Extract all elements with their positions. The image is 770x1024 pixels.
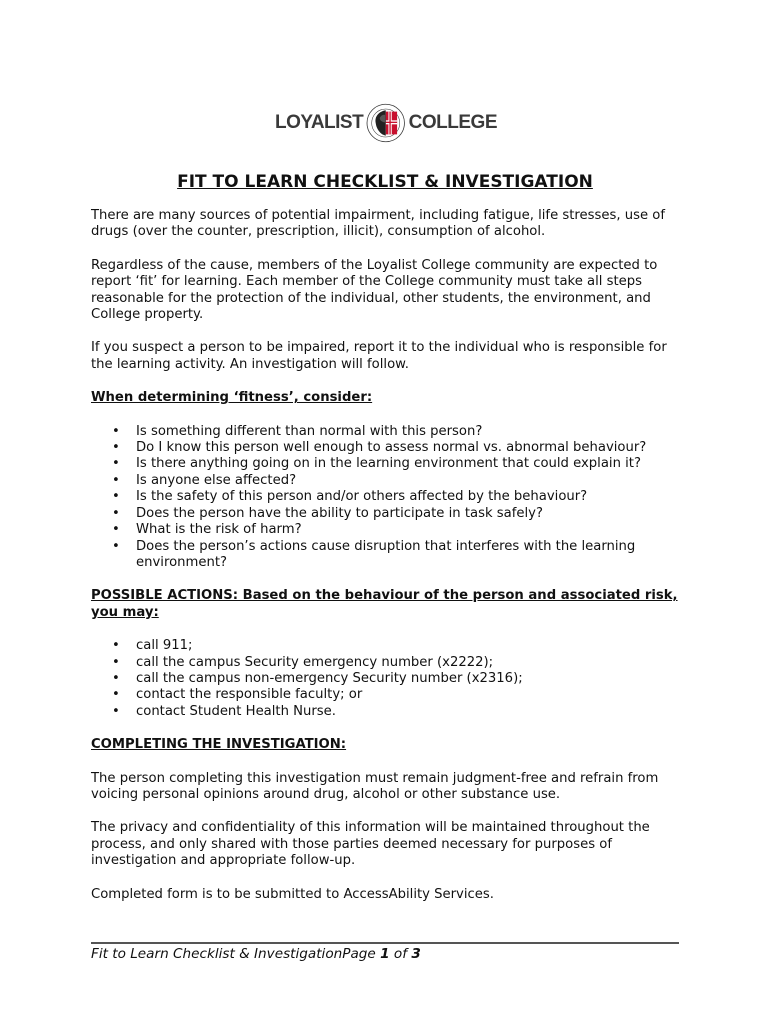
investigation-paragraph: Completed form is to be submitted to AccessAbility Services. bbox=[91, 886, 494, 902]
footer-page-word: Page bbox=[342, 946, 381, 962]
list-item bbox=[91, 489, 691, 505]
logo-left-word: LOYALIST bbox=[275, 112, 364, 133]
list-item-text: contact Student Health Nurse. bbox=[136, 703, 336, 719]
investigation-heading: COMPLETING THE INVESTIGATION: bbox=[91, 737, 347, 753]
list-item-text: Does the person have the ability to participate in task safely? bbox=[136, 505, 543, 521]
bullet-icon: • bbox=[112, 538, 120, 554]
footer-page-total: 3 bbox=[411, 946, 421, 962]
list-item bbox=[91, 539, 691, 572]
list-item-text: call the campus non-emergency Security number (x2316); bbox=[136, 670, 523, 686]
page-footer bbox=[91, 942, 679, 962]
bullet-icon: • bbox=[112, 687, 120, 703]
list-item-text: Is there anything going on in the learning environment that could explain it? bbox=[136, 456, 641, 472]
list-item-text: contact the responsible faculty; or bbox=[136, 687, 363, 703]
fitness-list bbox=[91, 424, 691, 572]
bullet-icon: • bbox=[112, 423, 120, 439]
page-title: FIT TO LEARN CHECKLIST & INVESTIGATION bbox=[177, 172, 593, 192]
bullet-icon: • bbox=[112, 703, 120, 719]
actions-list bbox=[91, 638, 691, 720]
list-item bbox=[91, 638, 691, 654]
bullet-icon: • bbox=[112, 670, 120, 686]
list-item bbox=[91, 506, 691, 522]
list-item-text: call 911; bbox=[136, 638, 193, 654]
fitness-heading: When determining ‘fitness’, consider: bbox=[91, 390, 373, 406]
list-item-text: Is anyone else affected? bbox=[136, 472, 297, 488]
intro-paragraph: If you suspect a person to be impaired, report it to the individual who is responsible for the learning activity. An investigation will follow. bbox=[91, 340, 667, 372]
list-item-text: Do I know this person well enough to assess normal vs. abnormal behaviour? bbox=[136, 440, 647, 456]
investigation-paragraph: The person completing this investigation must remain judgment-free and refrain from voicing personal opinions around drug, alcohol or other substance use. bbox=[91, 770, 659, 802]
bullet-icon: • bbox=[112, 489, 120, 505]
intro-paragraph: Regardless of the cause, members of the Loyalist College community are expected to report ‘fit’ for learning. Each member of the College community must take all steps reasonable for the protection of the individual, other students, the environment, and College property. bbox=[91, 257, 658, 323]
list-item bbox=[91, 704, 691, 720]
list-item bbox=[91, 440, 691, 456]
bullet-icon: • bbox=[112, 505, 120, 521]
list-item-text: What is the risk of harm? bbox=[136, 522, 302, 538]
list-item bbox=[91, 522, 691, 538]
list-item bbox=[91, 456, 691, 472]
list-item-text: Does the person’s actions cause disruption that interferes with the learning environment? bbox=[136, 538, 636, 570]
list-item-text: call the campus Security emergency number (x2222); bbox=[136, 654, 494, 670]
college-logo bbox=[275, 90, 497, 156]
list-item bbox=[91, 671, 691, 687]
bullet-icon: • bbox=[112, 638, 120, 654]
list-item bbox=[91, 424, 691, 440]
bullet-icon: • bbox=[112, 472, 120, 488]
logo-right-word: COLLEGE bbox=[408, 112, 497, 133]
actions-heading: POSSIBLE ACTIONS: Based on the behaviour of the person and associated risk, you may: bbox=[91, 588, 678, 620]
list-item-text: Is something different than normal with this person? bbox=[136, 423, 483, 439]
bullet-icon: • bbox=[112, 522, 120, 538]
list-item bbox=[91, 655, 691, 671]
list-item bbox=[91, 473, 691, 489]
bullet-icon: • bbox=[112, 440, 120, 456]
list-item bbox=[91, 687, 691, 703]
list-item-text: Is the safety of this person and/or others affected by the behaviour? bbox=[136, 489, 588, 505]
bullet-icon: • bbox=[112, 456, 120, 472]
footer-page-current: 1 bbox=[380, 946, 390, 962]
document-body bbox=[91, 208, 691, 920]
bullet-icon: • bbox=[112, 654, 120, 670]
investigation-paragraph: The privacy and confidentiality of this information will be maintained throughout the process, and only shared with those parties deemed necessary for purposes of investigation and appropriate follow-up. bbox=[91, 820, 650, 869]
footer-doc-name: Fit to Learn Checklist & Investigation bbox=[91, 946, 343, 962]
college-seal-icon bbox=[365, 92, 406, 154]
footer-of-word: of bbox=[389, 946, 412, 962]
intro-paragraph: There are many sources of potential impairment, including fatigue, life stresses, use of drugs (over the counter, prescription, illicit), consumption of alcohol. bbox=[91, 208, 666, 240]
